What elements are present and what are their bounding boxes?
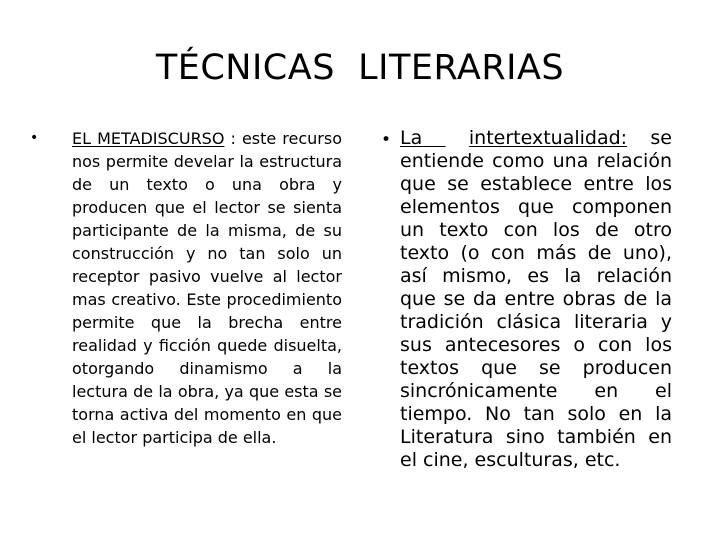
intertextualidad-intro: se <box>650 127 672 149</box>
bullet-intertextualidad <box>381 127 672 472</box>
metadiscurso-lead: EL <box>72 129 92 148</box>
intertextualidad-paragraph <box>400 127 672 472</box>
metadiscurso-body: recurso nos permite develar la estructura de un texto o una obra y producen que el lector se sienta participante de la misma, de su construcción y no tan solo un receptor pasivo vuelve al lector mas creativo. Este procedimiento permite que la brecha entre realidad y ficción quede disuelta, otorgando dinamismo a la lectura de la obra, ya que esta se torna activa del momento en que el lector participa de ella. <box>72 129 343 447</box>
metadiscurso-term: METADISCURSO <box>97 129 225 148</box>
intertextualidad-lead: La <box>400 127 423 149</box>
bullet-marker: • <box>30 130 39 146</box>
slide-title: TÉCNICAS LITERARIAS <box>155 48 565 88</box>
bullet-metadiscurso <box>30 127 342 449</box>
metadiscurso-separator: : <box>224 129 242 148</box>
bullet-marker: • <box>381 130 392 150</box>
metadiscurso-paragraph <box>72 127 342 449</box>
intertextualidad-body: entiende como una relación que se establece entre los elementos que componen un texto con los de otro texto (o con más de uno), así mismo, es la relación que se da entre obras de la tradición clásica literaria y sus antecesores o con los textos que se producen sincrónicamente en el tiempo. No tan solo en la Literatura sino también en el cine, esculturas, etc. <box>400 150 672 471</box>
intertextualidad-term: intertextualidad: <box>468 127 628 149</box>
metadiscurso-intro: este <box>241 129 277 148</box>
right-column <box>381 127 672 472</box>
left-column <box>30 127 342 449</box>
